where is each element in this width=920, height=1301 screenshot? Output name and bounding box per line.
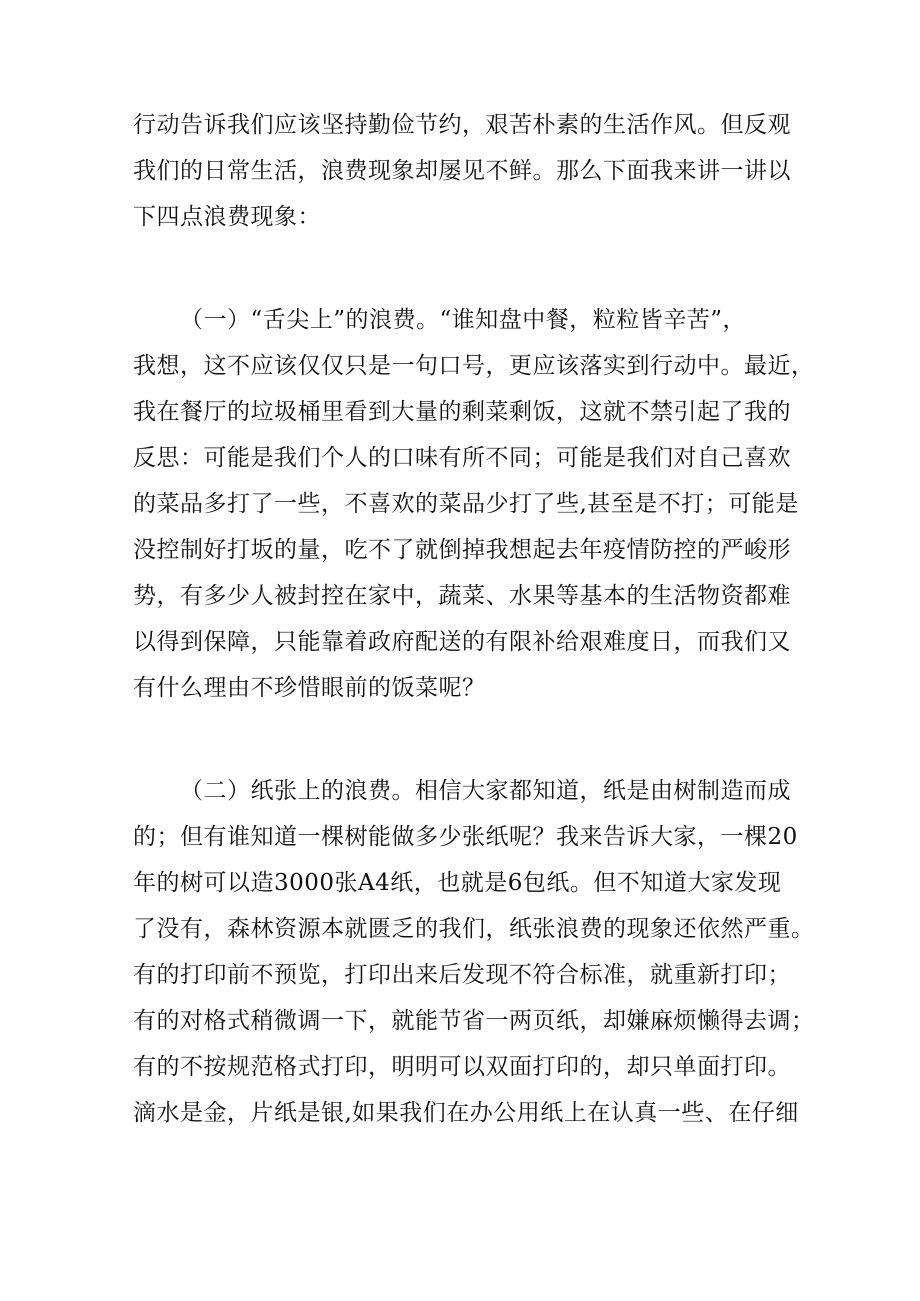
paragraph-1-line-3: 下四点浪费现象：: [133, 204, 321, 230]
paragraph-3-line-8: 滴水是金，片纸是银,如果我们在办公用纸上在认真一些、在仔细: [133, 1100, 799, 1126]
paragraph-3-line-3: 年的树可以造3000张A4纸，也就是6包纸。但不知道大家发现: [133, 870, 782, 896]
paragraph-2-line-4: 反思：可能是我们个人的口味有所不同；可能是我们对自己喜欢: [133, 445, 791, 471]
paragraph-2-line-9: 有什么理由不珍惜眼前的饭菜呢？: [133, 675, 486, 701]
paragraph-2-line-7: 势，有多少人被封控在家中，蔬菜、水果等基本的生活物资都难: [133, 583, 791, 609]
paragraph-3-line-4: 了没有，森林资源本就匮乏的我们，纸张浪费的现象还依然严重。: [133, 916, 815, 942]
paragraph-1-line-1: 行动告诉我们应该坚持勤俭节约，艰苦朴素的生活作风。但反观: [133, 112, 791, 138]
paragraph-3-line-5: 有的打印前不预览，打印出来后发现不符合标准，就重新打印；: [133, 962, 791, 988]
paragraph-3-line-6: 有的对格式稍微调一下，就能节省一两页纸，却嫌麻烦懒得去调；: [133, 1008, 815, 1034]
paragraph-2-line-5: 的菜品多打了一些，不喜欢的菜品少打了些,甚至是不打；可能是: [133, 491, 799, 517]
paragraph-3-line-7: 有的不按规范格式打印，明明可以双面打印的，却只单面打印。: [133, 1054, 791, 1080]
paragraph-2-line-2: 我想，这不应该仅仅只是一句口号，更应该落实到行动中。最近，: [133, 353, 815, 379]
paragraph-2-line-8: 以得到保障，只能靠着政府配送的有限补给艰难度日，而我们又: [133, 629, 791, 655]
paragraph-3-line-2: 的；但有谁知道一棵树能做多少张纸呢？我来告诉大家，一棵20: [133, 824, 798, 850]
paragraph-3-line-1: （二）纸张上的浪费。相信大家都知道，纸是由树制造而成: [180, 778, 791, 804]
paragraph-2-line-6: 没控制好打坂的量，吃不了就倒掉我想起去年疫情防控的严峻形: [133, 537, 791, 563]
paragraph-2-line-1: （一）“舌尖上”的浪费。“谁知盘中餐，粒粒皆辛苦”，: [180, 307, 747, 333]
paragraph-2-line-3: 我在餐厅的垃圾桶里看到大量的剩菜剩饭，这就不禁引起了我的: [133, 399, 791, 425]
paragraph-1-line-2: 我们的日常生活，浪费现象却屡见不鲜。那么下面我来讲一讲以: [133, 158, 791, 184]
